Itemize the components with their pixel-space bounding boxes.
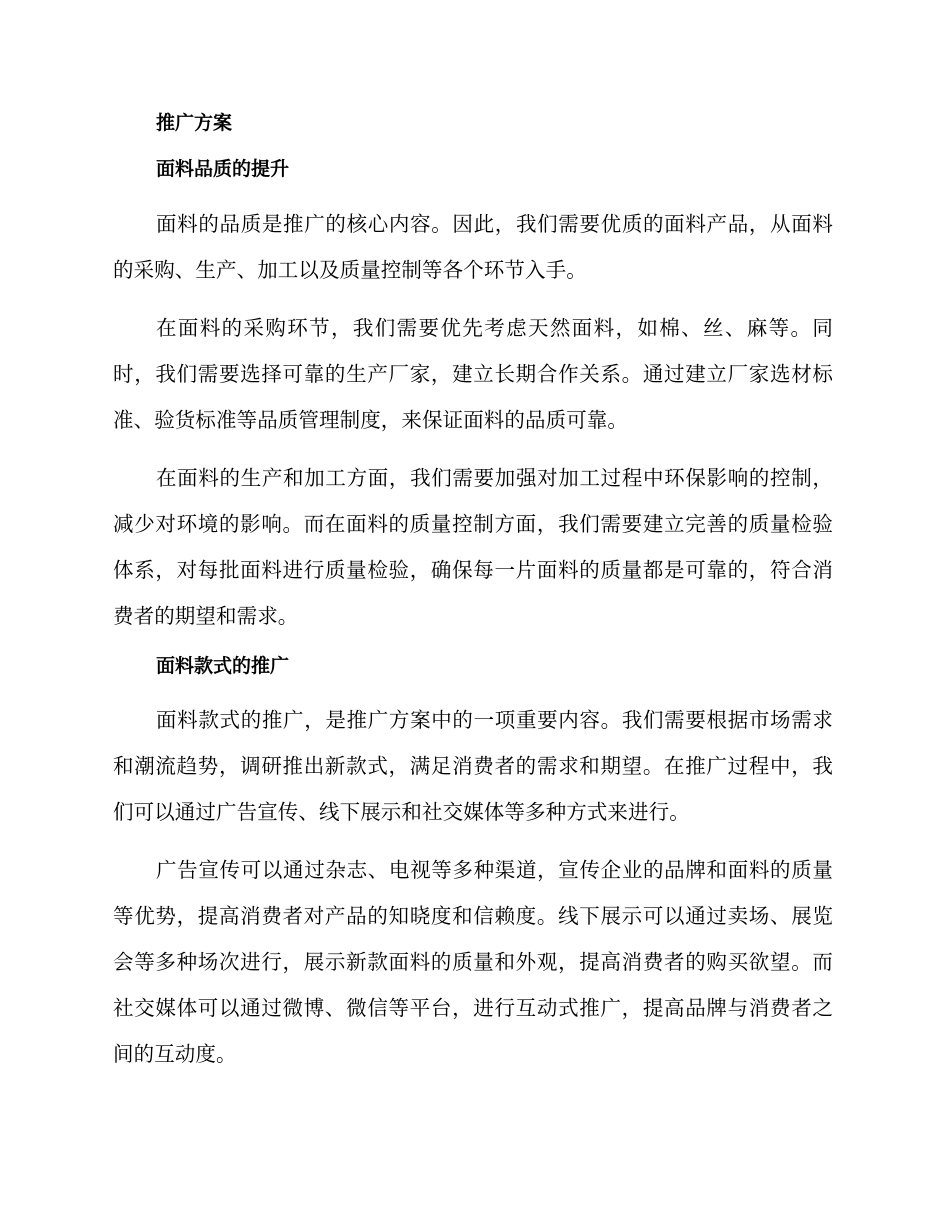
document-page [113,108,833,1089]
paragraph: 广告宣传可以通过杂志、电视等多种渠道，宣传企业的品牌和面料的质量等优势，提高消费者对产品的知晓度和信赖度。线下展示可以通过卖场、展览会等多种场次进行，展示新款面料的质量和外观，提高消费者的购买欲望。而社交媒体可以通过微博、微信等平台，进行互动式推广，提高品牌与消费者之间的互动度。 [113,858,833,1066]
paragraph: 在面料的生产和加工方面，我们需要加强对加工过程中环保影响的控制，减少对环境的影响。而在面料的质量控制方面，我们需要建立完善的质量检验体系，对每批面料进行质量检验，确保每一片面料的质量都是可靠的，符合消费者的期望和需求。 [113,466,833,628]
paragraph: 在面料的采购环节，我们需要优先考虑天然面料，如棉、丝、麻等。同时，我们需要选择可靠的生产厂家，建立长期合作关系。通过建立厂家选材标准、验货标准等品质管理制度，来保证面料的品质可靠。 [113,316,833,432]
paragraph: 面料的品质是推广的核心内容。因此，我们需要优质的面料产品，从面料的采购、生产、加工以及质量控制等各个环节入手。 [113,212,833,282]
document-title: 推广方案 [156,112,233,134]
section-heading-quality: 面料品质的提升 [156,158,290,180]
section-heading-style: 面料款式的推广 [156,655,290,677]
paragraph: 面料款式的推广，是推广方案中的一项重要内容。我们需要根据市场需求和潮流趋势，调研推出新款式，满足消费者的需求和期望。在推广过程中，我们可以通过广告宣传、线下展示和社交媒体等多种方式来进行。 [113,708,833,824]
